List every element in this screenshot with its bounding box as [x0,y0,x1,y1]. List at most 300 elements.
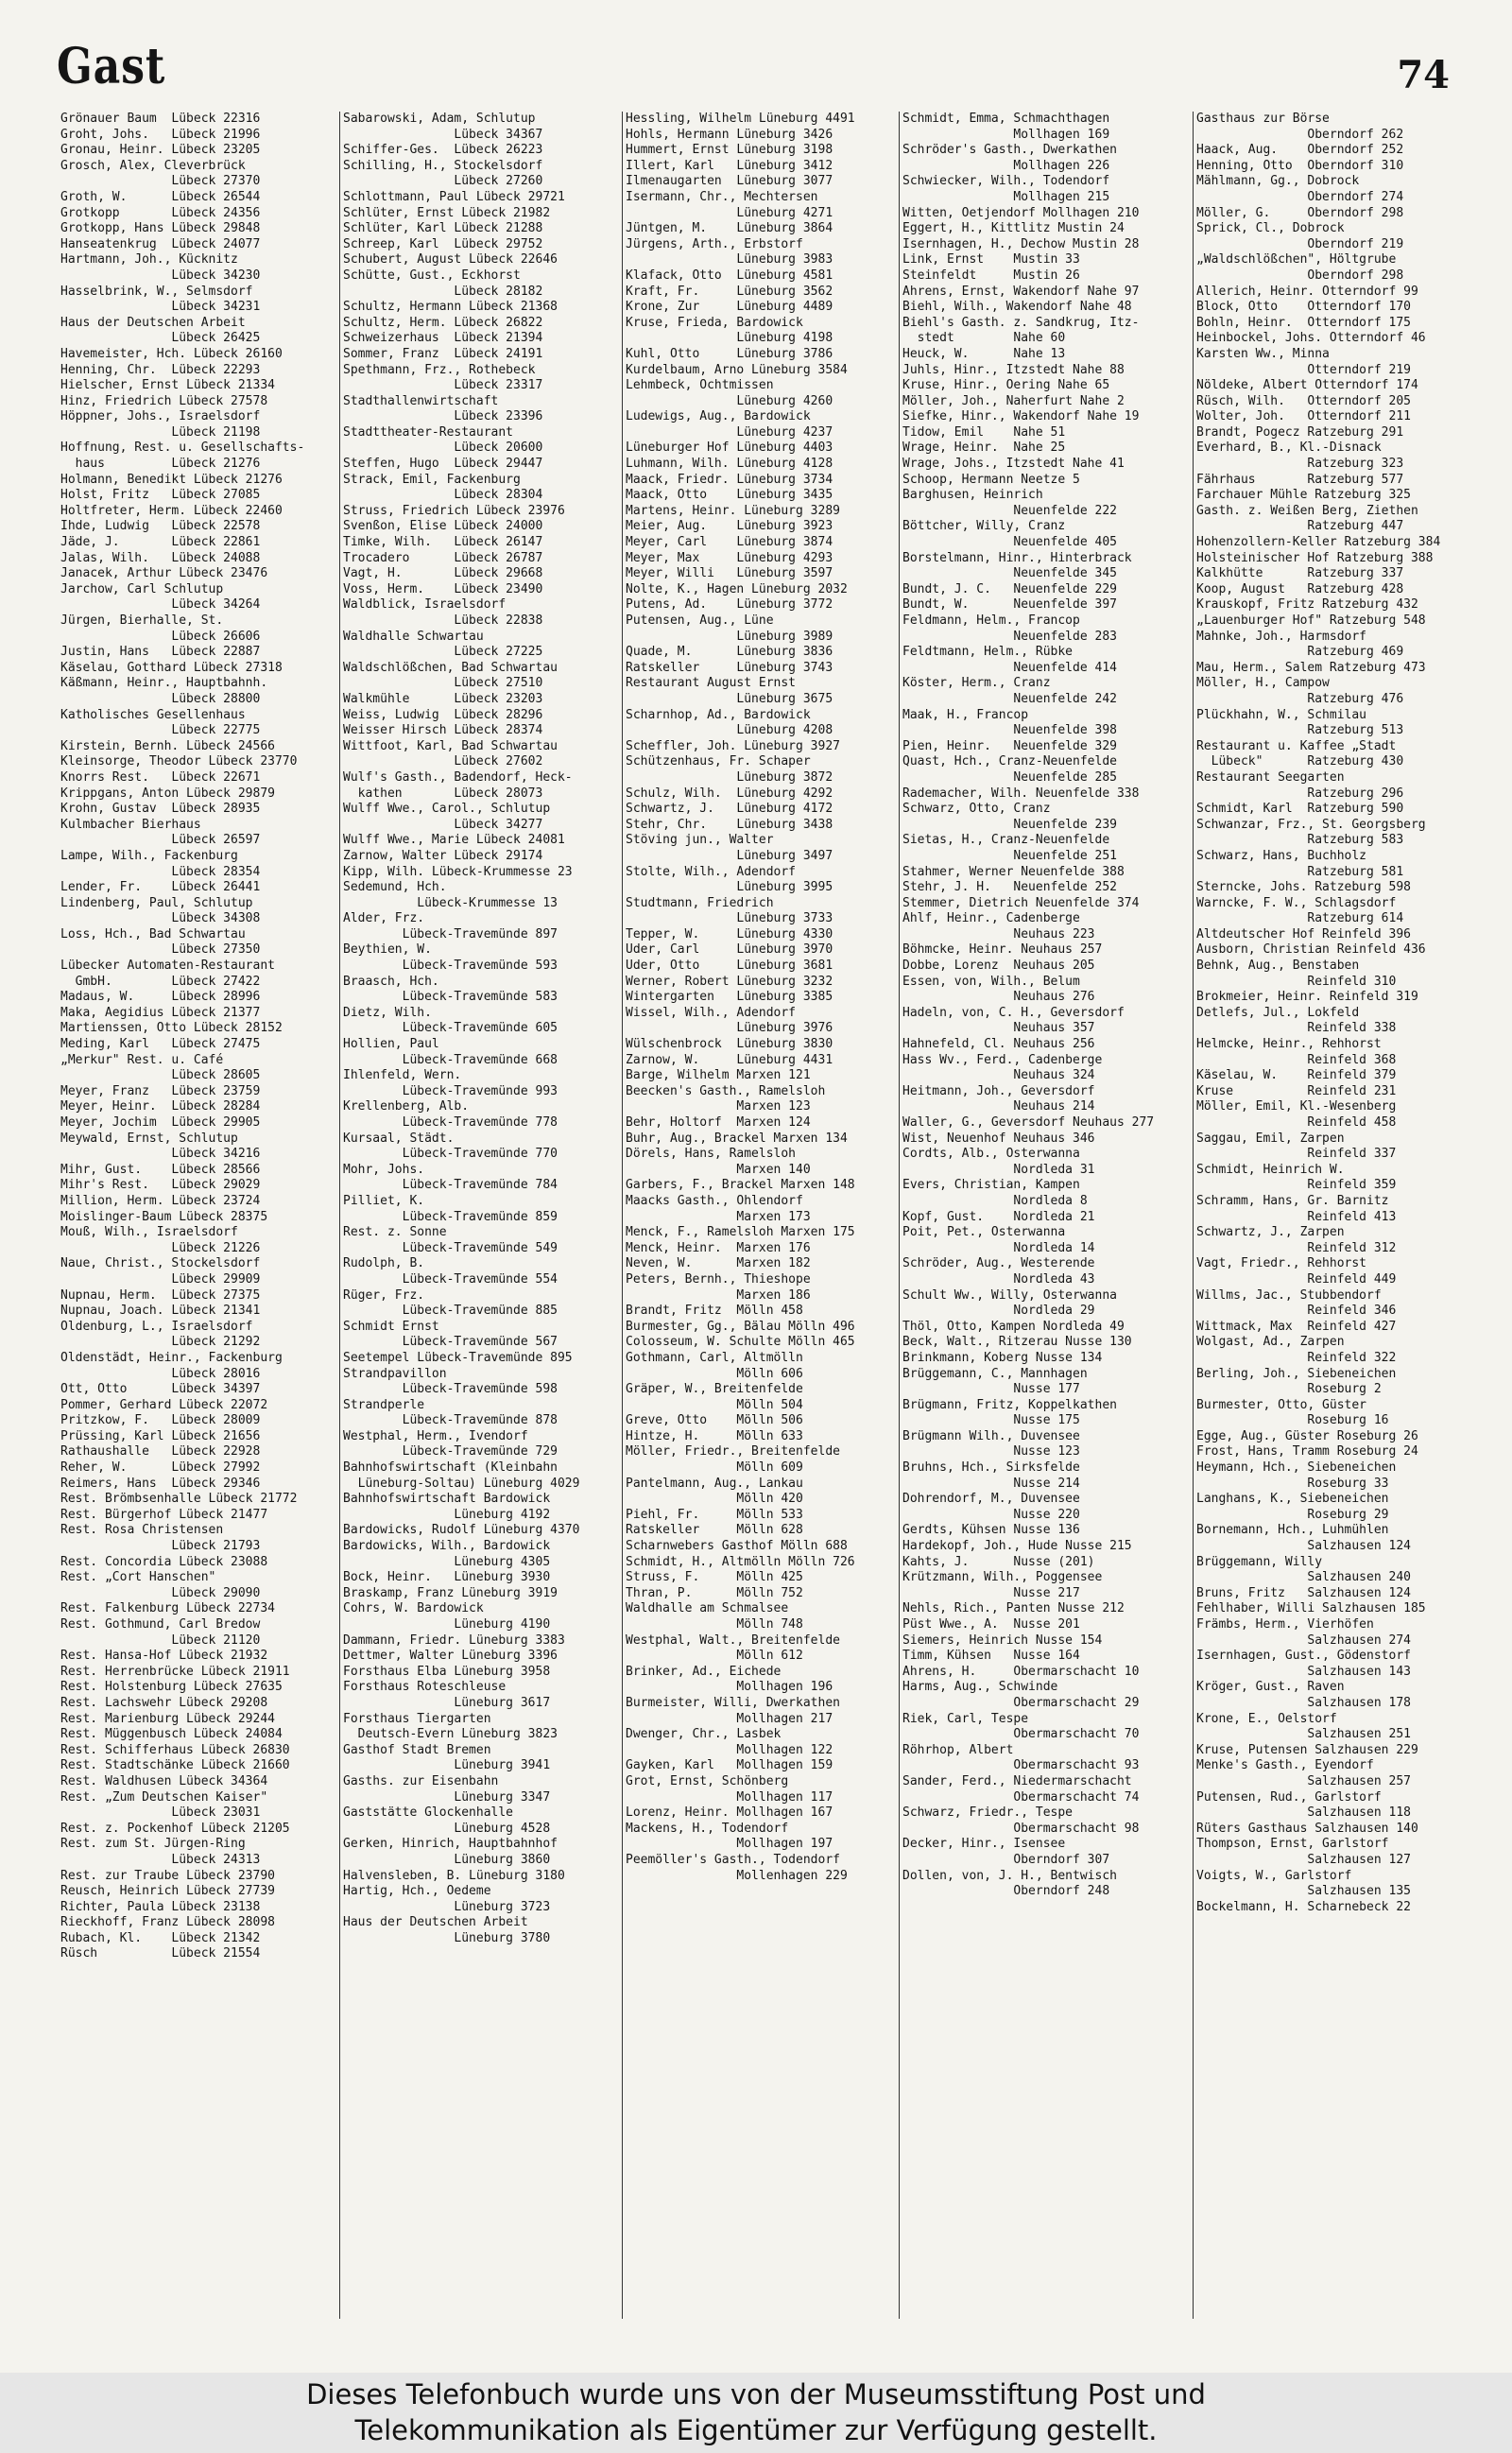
listing-entry: Rest. Müggenbusch Lübeck 24084 [60,1727,283,1742]
archive-notice-line-2: Telekommunikation als Eigentümer zur Verfügung gestellt. [354,2414,1158,2446]
listing-entry: Weiss, Ludwig Lübeck 28296 [343,707,543,722]
listing-entry: Schultz, Herm. Lübeck 26822 [343,315,543,330]
listing-entry: Stadthallenwirtschaft [343,393,499,408]
listing-entry: Gasths. zur Eisenbahn [343,1773,499,1788]
listing-entry: Restaurant August Ernst [626,676,797,691]
listing-entry: Salzhausen 257 [1196,1773,1411,1788]
listing-entry: Waldschlößchen, Bad Schwartau [343,660,558,675]
listing-entry: Cordts, Alb., Osterwanna [902,1147,1080,1162]
listing-entry: Lübeck-Travemünde 784 [343,1178,558,1193]
listing-entry: Grönauer Baum Lübeck 22316 [60,112,261,126]
listing-entry: Nusse 123 [902,1444,1080,1460]
listing-entry: Gasthaus zur Börse [1196,112,1330,126]
listing-entry: Brügmann Wilh., Duvensee [902,1428,1080,1443]
listing-entry: Nusse 217 [902,1585,1080,1600]
listing-entry: Burmeister, Willi, Dwerkathen [626,1695,840,1710]
listing-entry: Madaus, W. Lübeck 28996 [60,990,261,1005]
listing-entry: Schmidt, H., Altmölln Mölln 726 [626,1554,855,1569]
listing-entry: Steinfeldt Mustin 26 [902,268,1080,283]
listing-entry: Halvensleben, B. Lüneburg 3180 [343,1868,565,1883]
listing-entry: Lübeck 29909 [60,1271,261,1287]
listing-entry: Meyer, Franz Lübeck 23759 [60,1083,261,1098]
listing-entry: Stehr, Chr. Lüneburg 3438 [626,817,833,832]
page-title: Gast [57,38,166,95]
listing-entry: Hohenzollern-Keller Ratzeburg 384 [1196,535,1441,550]
listing-entry: Essen, von, Wilh., Belum [902,974,1080,989]
listing-entry: Hasselbrink, W., Selmsdorf [60,284,253,299]
listing-entry: Hummert, Ernst Lüneburg 3198 [626,143,833,158]
listing-entry: Sprick, Cl., Dobrock [1196,221,1345,236]
listing-entry: Heitmann, Joh., Geversdorf [902,1083,1095,1098]
listing-entry: Oberndorf 248 [902,1884,1110,1899]
listing-entry: Pantelmann, Aug., Lankau [626,1476,803,1491]
listing-entry: Lüneburg 4305 [343,1554,551,1569]
listing-entry: Gaststätte Glockenhalle [343,1805,514,1821]
listing-entry: Million, Herm. Lübeck 23724 [60,1193,261,1208]
listing-entry: Gasth. z. Weißen Berg, Ziethen [1196,503,1418,518]
listing-entry: Lübeck 21198 [60,424,261,440]
listing-entry: Neuenfelde 239 [902,817,1117,832]
listing-entry: Nupnau, Herm. Lübeck 27375 [60,1287,261,1303]
listing-entry: Wrage, Heinr. Nahe 25 [902,441,1066,456]
listing-entry: Seetempel Lübeck-Travemünde 895 [343,1350,573,1365]
listing-entry: Weisser Hirsch Lübeck 28374 [343,723,543,738]
listing-entry: Lübeck 27260 [343,174,543,189]
listing-entry: Lübeck 27510 [343,676,543,691]
listing-entry: Ratzeburg 614 [1196,911,1404,926]
listing-entry: Groth, W. Lübeck 26544 [60,189,261,204]
listing-entry: Katholisches Gesellenhaus [60,707,246,722]
listing-entry: Lüneburg 3989 [626,629,833,644]
listing-entry: Plückhahn, W., Schmilau [1196,707,1367,722]
listing-entry: Lübeck 21120 [60,1632,261,1648]
listing-entry: Prüssing, Karl Lübeck 21656 [60,1428,261,1443]
listing-entry: Heymann, Hch., Siebeneichen [1196,1460,1397,1476]
listing-entry: Sterncke, Johs. Ratzeburg 598 [1196,880,1411,895]
listing-entry: Möller, Emil, Kl.-Wesenberg [1196,1099,1397,1114]
listing-entry: Oberndorf 307 [902,1852,1110,1867]
listing-entry: Schwartz, J. Lüneburg 4172 [626,802,833,817]
listing-entry: Bruns, Fritz Salzhausen 124 [1196,1585,1411,1600]
listing-entry: Rest. z. Pockenhof Lübeck 21205 [60,1821,290,1836]
listing-entry: Lüneburg 4198 [626,331,833,346]
listing-entry: Richter, Paula Lübeck 23138 [60,1899,261,1914]
listing-entry: Krohn, Gustav Lübeck 28935 [60,802,261,817]
listing-entry: Ihlenfeld, Wern. [343,1068,462,1083]
listing-entry: Ratzeburg 513 [1196,723,1404,738]
listing-entry: Schultz, Hermann Lübeck 21368 [343,300,558,315]
listing-entry: Mollhagen 197 [626,1837,833,1852]
listing-entry: Rathaushalle Lübeck 22928 [60,1444,261,1460]
listing-entry: Rest. „Cort Hanschen" [60,1570,216,1585]
listing-entry: Lübeck 23317 [343,378,543,393]
listing-entry: Lübeck 28800 [60,691,261,706]
listing-entry: Moislinger-Baum Lübeck 28375 [60,1209,268,1224]
listing-entry: Jarchow, Carl Schlutup [60,581,224,596]
listing-entry: Brüggemann, C., Mannhagen [902,1366,1088,1381]
listing-entry: GmbH. Lübeck 27422 [60,974,261,989]
listing-entry: Nordleda 14 [902,1240,1095,1255]
listing-entry: Rüsch, Wilh. Otterndorf 205 [1196,393,1411,408]
listing-entry: Schlüter, Ernst Lübeck 21982 [343,205,551,220]
listing-entry: Nusse 177 [902,1382,1080,1397]
listing-entry: Putensen, Rud., Garlstorf [1196,1789,1382,1805]
listing-entry: Reimers, Hans Lübeck 29346 [60,1476,261,1491]
listing-entry: Brandt, Fritz Mölln 458 [626,1304,803,1319]
listing-entry: Nolte, K., Hagen Lüneburg 2032 [626,581,848,596]
listing-entry: Dollen, von, J. H., Bentwisch [902,1868,1117,1883]
listing-entry: Hardekopf, Joh., Hude Nusse 215 [902,1539,1132,1554]
listing-entry: Dammann, Friedr. Lüneburg 3383 [343,1632,565,1648]
listing-entry: Schult Ww., Willy, Osterwanna [902,1287,1117,1303]
listing-entry: Knorrs Rest. Lübeck 22671 [60,769,261,785]
listing-entry: Riek, Carl, Tespe [902,1711,1029,1726]
listing-entry: Berling, Joh., Siebeneichen [1196,1366,1397,1381]
listing-entry: Lübeck 34216 [60,1147,261,1162]
listing-entry: Ratzeburg 296 [1196,786,1404,801]
listing-entry: Frost, Hans, Tramm Roseburg 24 [1196,1444,1418,1460]
listing-entry: Ratskeller Lüneburg 3743 [626,660,833,675]
listing-entry: Schweizerhaus Lübeck 21394 [343,331,543,346]
listing-entry: Ratzeburg 469 [1196,645,1404,660]
listing-entry: Lindenberg, Paul, Schlutup [60,895,253,910]
listing-entry: Brügmann, Fritz, Koppelkathen [902,1397,1117,1412]
listing-entry: Reinfeld 310 [1196,974,1397,989]
listing-entry: Salzhausen 240 [1196,1570,1411,1585]
listing-entry: Wolter, Joh. Otterndorf 211 [1196,409,1411,424]
listing-entry: Stolte, Wilh., Adendorf [626,864,797,879]
listing-entry: Jäde, J. Lübeck 22861 [60,535,261,550]
listing-entry: Ratskeller Mölln 628 [626,1523,803,1538]
listing-entry: Detlefs, Jul., Lokfeld [1196,1005,1360,1020]
listing-entry: Hartig, Hch., Oedeme [343,1884,491,1899]
listing-entry: Lübeck 23031 [60,1805,261,1821]
listing-entry: Haus der Deutschen Arbeit [60,315,246,330]
listing-entry: Rest. Bürgerhof Lübeck 21477 [60,1507,268,1522]
listing-entry: Holmann, Benedikt Lübeck 21276 [60,472,283,487]
listing-entry: Jürgen, Bierhalle, St. [60,613,224,628]
listing-entry: Cohrs, W. Bardowick [343,1601,484,1616]
listing-entry: Wulf's Gasth., Badendorf, Heck- [343,769,573,785]
archive-notice [0,2373,1512,2453]
listing-entry: Meyer, Willi Lüneburg 3597 [626,566,833,581]
listing-entry: Gerken, Hinrich, Hauptbahnhof [343,1837,558,1852]
listing-entry: Nordleda 29 [902,1304,1095,1319]
listing-entry: Salzhausen 178 [1196,1695,1411,1710]
listing-entry: Rademacher, Wilh. Neuenfelde 338 [902,786,1140,801]
listing-entry: Lübeck 23396 [343,409,543,424]
listing-entry: Lübeck-Travemünde 668 [343,1052,558,1067]
listing-entry: Holsteinischer Hof Ratzeburg 388 [1196,550,1434,565]
listing-entry: Marxen 140 [626,1162,811,1177]
listing-entry: Siefke, Hinr., Wakendorf Nahe 19 [902,409,1140,424]
listing-entry: Link, Ernst Mustin 33 [902,252,1080,268]
listing-entry: Mahnke, Joh., Harmsdorf [1196,629,1367,644]
listing-entry: Schützenhaus, Fr. Schaper [626,754,811,769]
listing-entry: Studtmann, Friedrich [626,895,774,910]
listing-entry: Reinfeld 413 [1196,1209,1397,1224]
listing-entry: Stadttheater-Restaurant [343,424,514,440]
listing-entry: Lübeck 21226 [60,1240,261,1255]
listing-entry: Feldmann, Helm., Francop [902,613,1080,628]
listing-entry: Tepper, W. Lüneburg 4330 [626,926,833,941]
listing-entry: Saggau, Emil, Zarpen [1196,1131,1345,1146]
listing-entry: Lüneburg 3941 [343,1758,551,1773]
listing-entry: Gayken, Karl Mollhagen 159 [626,1758,833,1773]
listing-entry: Schlottmann, Paul Lübeck 29721 [343,189,565,204]
listing-entry: Lübeck 27602 [343,754,543,769]
listing-entry: Kursaal, Städt. [343,1131,455,1146]
listing-entry: Grotkopp Lübeck 24356 [60,205,261,220]
listing-entry: Buhr, Aug., Brackel Marxen 134 [626,1131,848,1146]
listing-entry: Gronau, Heinr. Lübeck 23205 [60,143,261,158]
listing-entry: Oberndorf 298 [1196,268,1404,283]
listing-entry: Bahnhofswirtschaft Bardowick [343,1492,551,1507]
listing-entry: Mau, Herm., Salem Ratzeburg 473 [1196,660,1426,675]
listing-entry: Neuenfelde 251 [902,848,1117,863]
listing-entry: Bornemann, Hch., Luhmühlen [1196,1523,1389,1538]
listing-entry: Hintze, H. Mölln 633 [626,1428,803,1443]
listing-entry: Rest. Gothmund, Carl Bredow [60,1617,261,1632]
listing-entry: haus Lübeck 21276 [60,457,261,472]
listing-entry: Peemöller's Gasth., Todendorf [626,1852,840,1867]
listing-entry: Lübeck 34308 [60,911,261,926]
listing-entry: Käselau, Gotthard Lübeck 27318 [60,660,283,675]
listing-entry: Schramm, Hans, Gr. Barnitz [1196,1193,1389,1208]
listing-entry: Neuhaus 214 [902,1099,1095,1114]
listing-entry: Martens, Heinr. Lüneburg 3289 [626,503,840,518]
listing-entry: Dobbe, Lorenz Neuhaus 205 [902,959,1095,974]
listing-entry: Roseburg 16 [1196,1413,1389,1428]
listing-entry: Lübeck 24313 [60,1852,261,1867]
listing-entry: Pilliet, K. [343,1193,425,1208]
listing-entry: Nordleda 43 [902,1271,1095,1287]
listing-entry: Hessling, Wilhelm Lüneburg 4491 [626,112,855,126]
listing-entry: Stehr, J. H. Neuenfelde 252 [902,880,1117,895]
listing-entry: Voss, Herm. Lübeck 23490 [343,581,543,596]
listing-entry: Stemmer, Dietrich Neuenfelde 374 [902,895,1140,910]
listing-entry: Lüneburg 4260 [626,393,833,408]
listing-entry: Rest. Falkenburg Lübeck 22734 [60,1601,275,1616]
listing-entry: Püst Wwe., A. Nusse 201 [902,1617,1080,1632]
listing-entry: Poit, Pet., Osterwanna [902,1225,1066,1240]
listing-entry: Obermarschacht 29 [902,1695,1140,1710]
listing-entry: Lübeck 34367 [343,127,543,142]
listing-entry: Gasthof Stadt Bremen [343,1742,491,1757]
listing-entry: Neuenfelde 414 [902,660,1117,675]
listing-entry: Krone, E., Oelstorf [1196,1711,1337,1726]
listing-entry: Isernhagen, H., Dechow Mustin 28 [902,236,1140,251]
listing-entry: Schubert, August Lübeck 22646 [343,252,558,268]
listing-entry: Lüneburg 3497 [626,848,833,863]
listing-entry: Witten, Oetjendorf Mollhagen 210 [902,205,1140,220]
listing-entry: Bardowicks, Rudolf Lüneburg 4370 [343,1523,580,1538]
listing-entry: Schreep, Karl Lübeck 29752 [343,236,543,251]
listing-entry: Greve, Otto Mölln 506 [626,1413,803,1428]
listing-entry: Hielscher, Ernst Lübeck 21334 [60,378,275,393]
listing-entry: Lübeck-Travemünde 993 [343,1083,558,1098]
listing-entry: Kalkhütte Ratzeburg 337 [1196,566,1404,581]
listing-entry: Sommer, Franz Lübeck 24191 [343,346,543,361]
listing-entry: Beck, Walt., Ritzerau Nusse 130 [902,1335,1132,1350]
listing-entry: Burmester, Gg., Bälau Mölln 496 [626,1319,855,1334]
listing-entry: Altdeutscher Hof Reinfeld 396 [1196,926,1411,941]
listing-entry: Lüneburg 3723 [343,1899,551,1914]
listing-entry: Reinfeld 338 [1196,1021,1397,1036]
listing-entry: Maack, Otto Lüneburg 3435 [626,488,833,503]
listing-entry: Rüters Gasthaus Salzhausen 140 [1196,1821,1418,1836]
listing-entry: Nusse 220 [902,1507,1080,1522]
listing-entry: Kahts, J. Nusse (201) [902,1554,1095,1569]
listing-entry: Maak, H., Francop [902,707,1029,722]
listing-entry: Hahnefeld, Cl. Neuhaus 256 [902,1037,1095,1052]
listing-entry: Feldtmann, Helm., Rübke [902,645,1074,660]
listing-entry: Gräper, W., Breitenfelde [626,1382,803,1397]
listing-entry: Rest. Stadtschänke Lübeck 21660 [60,1758,290,1773]
listing-entry: Lehmbeck, Ochtmissen [626,378,774,393]
listing-entry: Thompson, Ernst, Garlstorf [1196,1837,1389,1852]
listing-entry: Lübeck-Travemünde 567 [343,1335,558,1350]
listing-entry: Jalas, Wilh. Lübeck 24088 [60,550,261,565]
listing-entry: Brinkmann, Koberg Nusse 134 [902,1350,1103,1365]
listing-entry: Borstelmann, Hinr., Hinterbrack [902,550,1132,565]
listing-entry: Rüger, Frz. [343,1287,425,1303]
listing-entry: Zarnow, Walter Lübeck 29174 [343,848,543,863]
listing-entry: Kruse, Putensen Salzhausen 229 [1196,1742,1418,1757]
listing-entry: Neuhaus 276 [902,990,1095,1005]
listing-entry: Putensen, Aug., Lüne [626,613,774,628]
listing-entry: Schlüter, Karl Lübeck 21288 [343,221,543,236]
listing-entry: Ott, Otto Lübeck 34397 [60,1382,261,1397]
listing-entry: Meywald, Ernst, Schlutup [60,1131,238,1146]
listing-entry: Henning, Otto Oberndorf 310 [1196,158,1404,173]
listing-entry: Kruse, Hinr., Oering Nahe 65 [902,378,1110,393]
listing-entry: Ahrens, H. Obermarschacht 10 [902,1664,1140,1679]
listing-entry: Wissel, Wilh., Adendorf [626,1005,797,1020]
listing-entry: Colosseum, W. Schulte Mölln 465 [626,1335,855,1350]
listing-entry: Timm, Kühsen Nusse 164 [902,1649,1080,1664]
listing-entry: Schulz, Wilh. Lüneburg 4292 [626,786,833,801]
listing-entry: Rüsch Lübeck 21554 [60,1946,261,1961]
listing-entry: Schmidt, Heinrich W. [1196,1162,1345,1177]
listing-entry: Kleinsorge, Theodor Lübeck 23770 [60,754,298,769]
listing-entry: Waldhalle Schwartau [343,629,484,644]
archive-notice-line-1: Dieses Telefonbuch wurde uns von der Museumsstiftung Post und [306,2378,1206,2410]
listing-entry: Lübeck 29090 [60,1585,261,1600]
listing-entry: Loss, Hch., Bad Schwartau [60,926,246,941]
page-header [57,38,1455,113]
listing-entry: Neuenfelde 345 [902,566,1117,581]
listing-entry: Dörels, Hans, Ramelsloh [626,1147,797,1162]
listing-entry: Nöldeke, Albert Otterndorf 174 [1196,378,1418,393]
listing-entry: Lübeck-Travemünde 583 [343,990,558,1005]
listing-entry: Neuenfelde 283 [902,629,1117,644]
listing-entry: Hartmann, Joh., Kücknitz [60,252,238,268]
listing-entry: Hollien, Paul [343,1037,439,1052]
listing-entry: Wrage, Johs., Itzstedt Nahe 41 [902,457,1125,472]
listing-entry: Reinfeld 368 [1196,1052,1397,1067]
listing-entry: Reinfeld 312 [1196,1240,1397,1255]
listing-entry: Mihr, Gust. Lübeck 28566 [60,1162,261,1177]
listing-entry: Helmcke, Heinr., Rehhorst [1196,1037,1382,1052]
listing-entry: Ilmenaugarten Lüneburg 3077 [626,174,833,189]
listing-entry: Luhmann, Wilh. Lüneburg 4128 [626,457,833,472]
listing-entry: Rest. zur Traube Lübeck 23790 [60,1868,275,1883]
listing-entry: Mölln 504 [626,1397,803,1412]
listing-entry: Lüneburg 4271 [626,205,833,220]
listing-entry: Schwiecker, Wilh., Todendorf [902,174,1110,189]
listing-entry: Lüneburg 3983 [626,252,833,268]
listing-entry: Everhard, B., Kl.-Disnack [1196,441,1382,456]
listing-entry: Salzhausen 143 [1196,1664,1411,1679]
listing-entry: Schröder, Aug., Westerende [902,1256,1095,1271]
listing-entry: Neuenfelde 222 [902,503,1117,518]
listing-entry: Reusch, Heinrich Lübeck 27739 [60,1884,275,1899]
listing-entry: Haus der Deutschen Arbeit [343,1915,528,1930]
listing-entry: Warncke, F. W., Schlagsdorf [1196,895,1397,910]
listing-entry: Lüneburg 4237 [626,424,833,440]
listing-entry: Lübeck 27350 [60,942,261,958]
listing-entry: Röhrhop, Albert [902,1742,1014,1757]
listing-entry: Trocadero Lübeck 26787 [343,550,543,565]
listing-entry: Roseburg 2 [1196,1382,1382,1397]
listing-entry: Restaurant Seegarten [1196,769,1345,785]
listing-entry: Neuenfelde 405 [902,535,1117,550]
listing-entry: Oberndorf 219 [1196,236,1404,251]
listing-entry: Ratzeburg 583 [1196,833,1404,848]
listing-entry: Lüneburg 4192 [343,1507,551,1522]
listing-entry: Meier, Aug. Lüneburg 3923 [626,519,833,534]
listing-entry: Meyer, Carl Lüneburg 3874 [626,535,833,550]
listing-entry: Meyer, Jochim Lübeck 29905 [60,1115,261,1130]
listing-entry: Obermarschacht 93 [902,1758,1140,1773]
listing-entry: Decker, Hinr., Isensee [902,1837,1066,1852]
listing-entry: Kopf, Gust. Nordleda 21 [902,1209,1095,1224]
listing-entry: Forsthaus Tiergarten [343,1711,491,1726]
listing-entry: Köster, Herm., Cranz [902,676,1051,691]
listing-entry: Lübeck 27370 [60,174,261,189]
listing-entry: Rudolph, B. [343,1256,425,1271]
listing-entry: Rest. Brömbsenhalle Lübeck 21772 [60,1492,298,1507]
listing-entry: Maacks Gasth., Ohlendorf [626,1193,803,1208]
listing-entry: Allerich, Heinr. Otterndorf 99 [1196,284,1418,299]
listing-entry: Lüneburg 3733 [626,911,833,926]
listing-entry: Ratzeburg 476 [1196,691,1404,706]
listing-entry: Werner, Robert Lüneburg 3232 [626,974,833,989]
listing-entry: Lübeck-Travemünde 605 [343,1021,558,1036]
listing-entry: Lüneburg 3872 [626,769,833,785]
listing-entry: Siemers, Heinrich Nusse 154 [902,1632,1103,1648]
listing-entry: Rest. Marienburg Lübeck 29244 [60,1711,275,1726]
listing-entry: Steffen, Hugo Lübeck 29447 [343,457,543,472]
listing-entry: Rieckhoff, Franz Lübeck 28098 [60,1915,275,1930]
listing-entry: Lübeck-Travemünde 598 [343,1382,558,1397]
listing-entry: Lorenz, Heinr. Mollhagen 167 [626,1805,833,1821]
listing-entry: Mihr's Rest. Lübeck 29029 [60,1178,261,1193]
listing-entry: Kruse Reinfeld 231 [1196,1083,1397,1098]
listing-entry: Kruse, Frieda, Bardowick [626,315,803,330]
listing-entry: Höppner, Johs., Israelsdorf [60,409,261,424]
listing-entry: Evers, Christian, Kampen [902,1178,1080,1193]
listing-entry: Wülschenbrock Lüneburg 3830 [626,1037,833,1052]
listing-entry: Bundt, W. Neuenfelde 397 [902,597,1117,613]
listing-entry: Menck, Heinr. Marxen 176 [626,1240,811,1255]
listing-entry: Karsten Ww., Minna [1196,346,1330,361]
listing-entry: Stahmer, Werner Neuenfelde 388 [902,864,1125,879]
listing-entry: Lübeck-Travemünde 885 [343,1304,558,1319]
listing-entry: Peters, Bernh., Thieshope [626,1271,811,1287]
listing-entry: Lübeck 26597 [60,833,261,848]
